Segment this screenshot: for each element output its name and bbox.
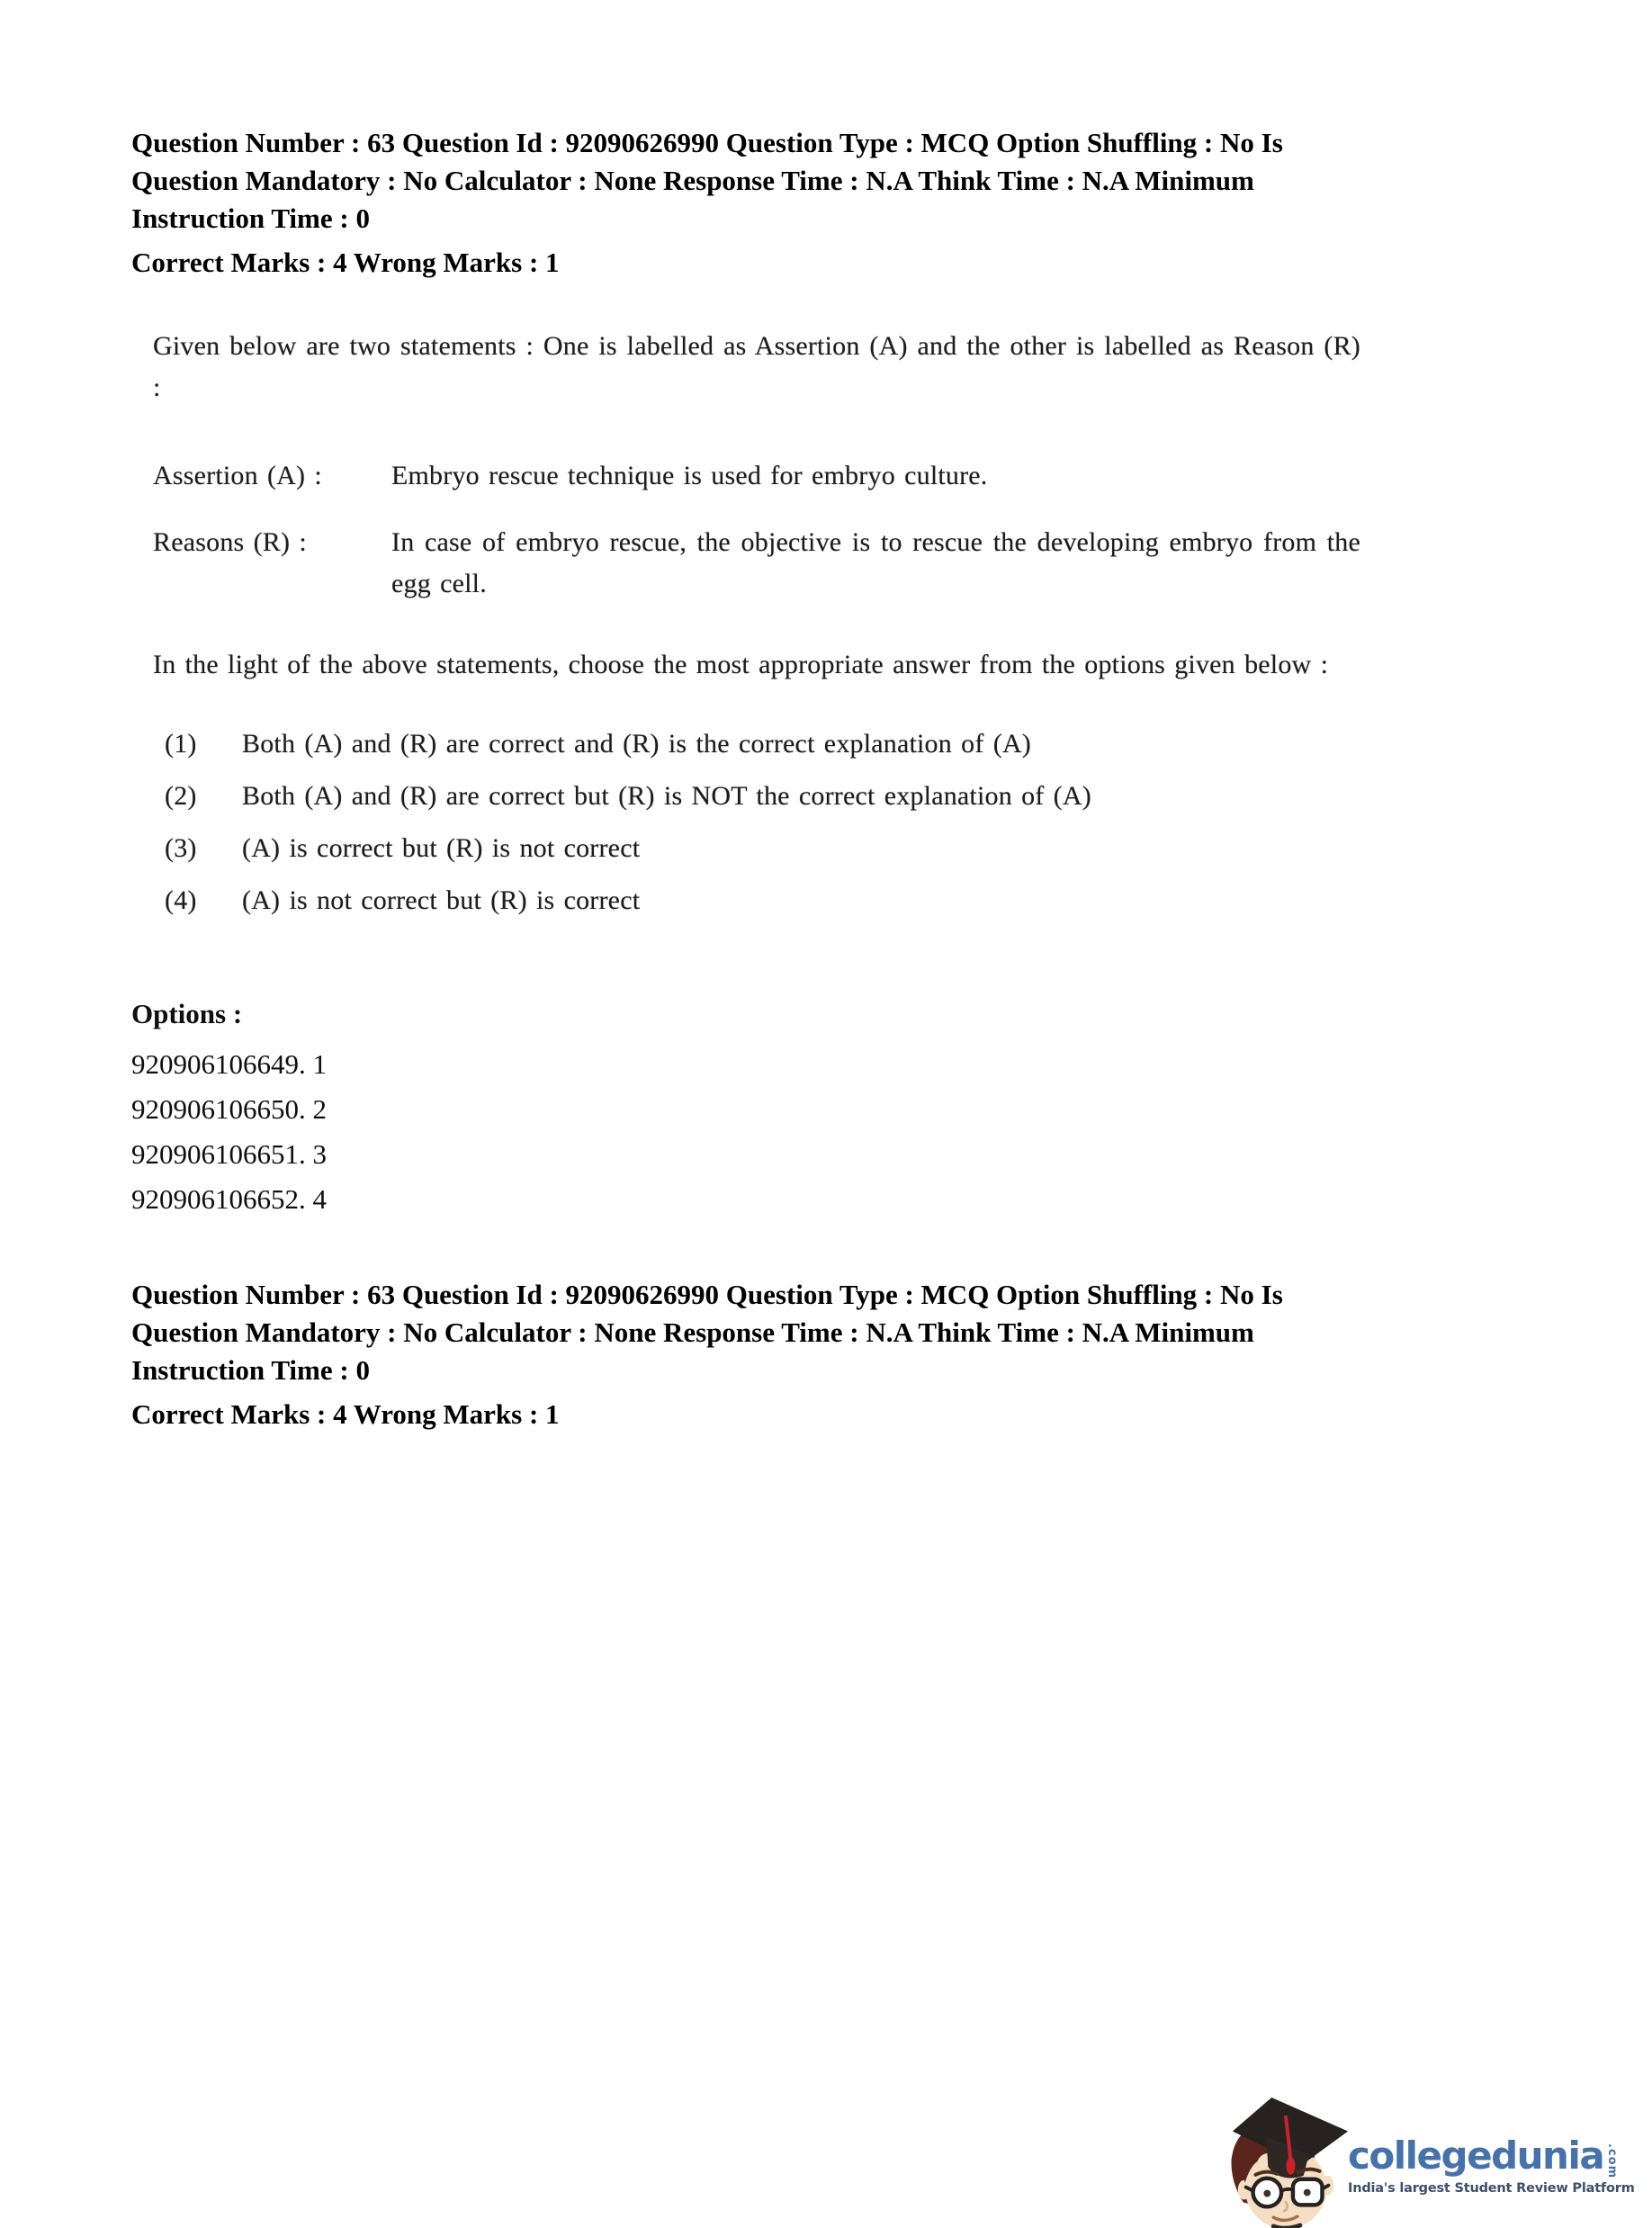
reason-text: In case of embryo rescue, the objective is to rescue the developing embryo from the egg cell. bbox=[391, 527, 1360, 598]
question-meta-block-1 bbox=[131, 124, 1589, 282]
collegedunia-tagline: India's largest Student Review Platform bbox=[1348, 2181, 1635, 2196]
choice-number-4: (4) bbox=[165, 885, 197, 915]
collegedunia-logo bbox=[1222, 2097, 1645, 2228]
choice-text-3: (A) is correct but (R) is not correct bbox=[242, 833, 641, 863]
option-id-4: 920906106652. 4 bbox=[131, 1183, 327, 1215]
question-closing: In the light of the above statements, choose the most appropriate answer from the options given below : bbox=[153, 650, 1329, 679]
choices-list bbox=[153, 723, 1360, 921]
option-id-3: 920906106651. 3 bbox=[131, 1138, 327, 1170]
option-id-1: 920906106649. 1 bbox=[131, 1048, 327, 1080]
reason-label: Reasons (R) : bbox=[153, 527, 307, 557]
reason-row bbox=[153, 522, 1360, 605]
choice-row-1 bbox=[153, 723, 1360, 765]
meta-line-3: Instruction Time : 0 bbox=[131, 202, 370, 234]
meta-line-2: Question Mandatory : No Calculator : None Response Time : N.A Think Time : N.A Minimum bbox=[131, 165, 1254, 196]
options-heading: Options : bbox=[131, 998, 243, 1029]
collegedunia-wordmark-group bbox=[1348, 2097, 1635, 2196]
collegedunia-mascot-icon bbox=[1222, 2097, 1355, 2228]
choice-row-3 bbox=[153, 828, 1360, 869]
marks-line: Correct Marks : 4 Wrong Marks : 1 bbox=[131, 1398, 560, 1430]
question-body bbox=[153, 326, 1360, 932]
collegedunia-tld: .com bbox=[1605, 2143, 1620, 2179]
choice-row-4 bbox=[153, 880, 1360, 921]
meta-line-2: Question Mandatory : No Calculator : None Response Time : N.A Think Time : N.A Minimum bbox=[131, 1316, 1254, 1348]
meta-line-1: Question Number : 63 Question Id : 92090626990 Question Type : MCQ Option Shuffling : No Is bbox=[131, 1279, 1283, 1310]
marks-line: Correct Marks : 4 Wrong Marks : 1 bbox=[131, 247, 560, 278]
meta-line-1: Question Number : 63 Question Id : 92090626990 Question Type : MCQ Option Shuffling : No Is bbox=[131, 127, 1283, 158]
choice-number-1: (1) bbox=[165, 729, 197, 759]
choice-number-2: (2) bbox=[165, 781, 197, 811]
meta-line-3: Instruction Time : 0 bbox=[131, 1354, 370, 1386]
assertion-label: Assertion (A) : bbox=[153, 461, 322, 490]
question-meta-block-2 bbox=[131, 1276, 1589, 1433]
choice-number-3: (3) bbox=[165, 833, 197, 863]
choice-text-4: (A) is not correct but (R) is correct bbox=[242, 885, 641, 915]
assertion-row bbox=[153, 455, 1360, 497]
options-block bbox=[131, 993, 327, 1222]
assertion-text: Embryo rescue technique is used for embryo culture. bbox=[391, 461, 988, 490]
question-intro: Given below are two statements : One is labelled as Assertion (A) and the other is labelled as Reason (R) : bbox=[153, 331, 1360, 402]
choice-row-2 bbox=[153, 776, 1360, 817]
option-id-2: 920906106650. 2 bbox=[131, 1093, 327, 1125]
choice-text-2: Both (A) and (R) are correct but (R) is NOT the correct explanation of (A) bbox=[242, 781, 1091, 811]
choice-text-1: Both (A) and (R) are correct and (R) is the correct explanation of (A) bbox=[242, 729, 1031, 759]
collegedunia-wordmark: collegedunia bbox=[1348, 2134, 1604, 2178]
